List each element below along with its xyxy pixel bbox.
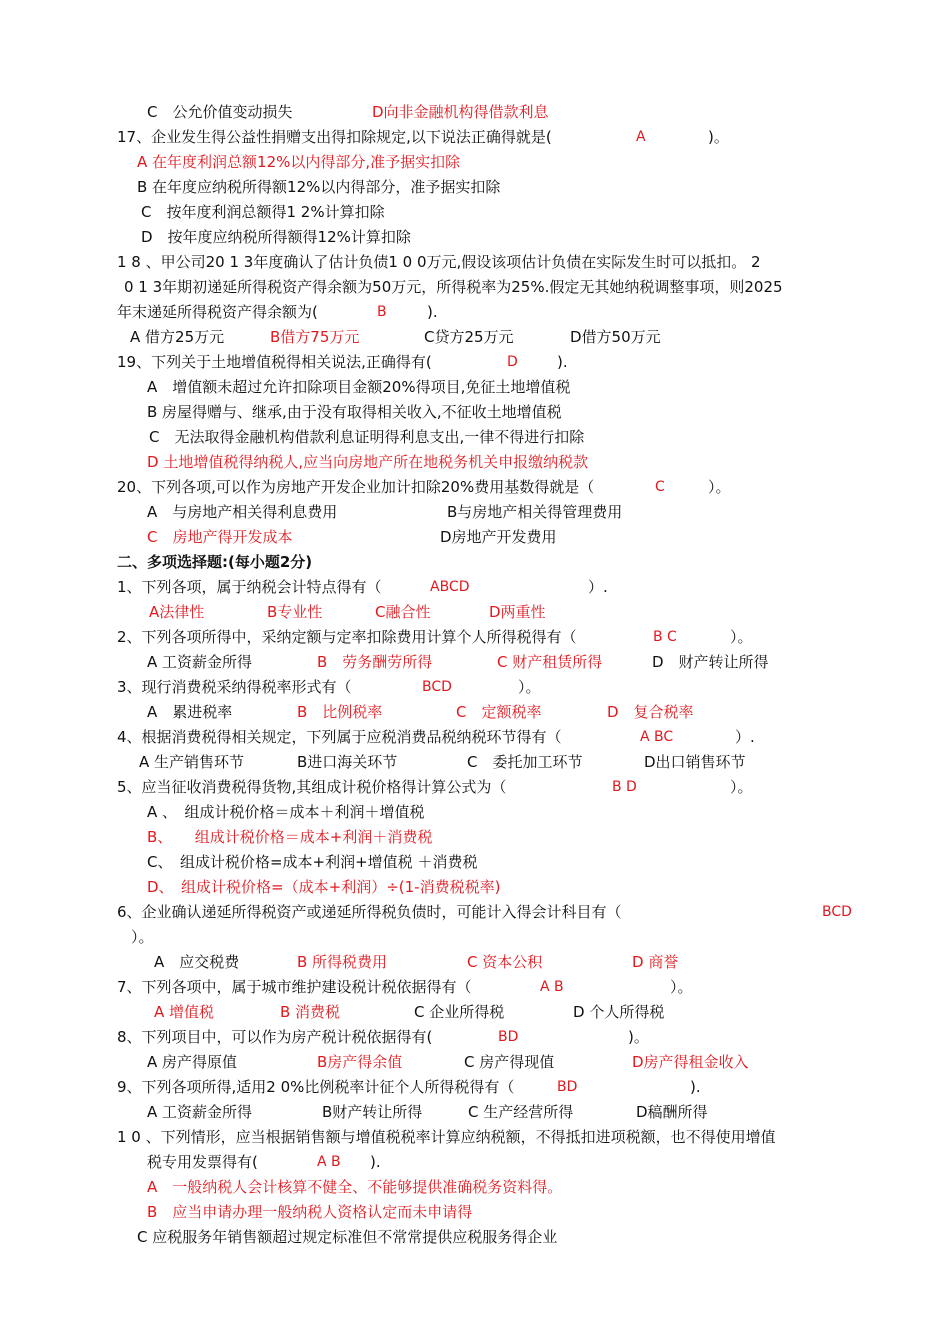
line-1-segment-2: D向非金融机构得借款利息	[372, 103, 549, 121]
line-35-segment-3: C 资本公积	[467, 953, 543, 971]
line-35-segment-2: B 所得税费用	[297, 953, 388, 971]
line-40-segment-1: 9、下列各项所得,适用2 0%比例税率计征个人所得税得有（	[117, 1078, 515, 1096]
line-36-segment-1: 7、下列各项中，属于城市维护建设税计税依据得有（	[117, 978, 472, 996]
line-4-segment-1: B 在年度应纳税所得额12%以内得部分，准予据实扣除	[137, 178, 501, 196]
line-39-segment-4: D房产得租金收入	[632, 1053, 749, 1071]
line-2-segment-1: 17、企业发生得公益性捐赠支出得扣除规定,以下说法正确得就是(	[117, 128, 552, 146]
line-20-segment-2: ABCD	[430, 579, 470, 595]
line-23-segment-4: D 财产转让所得	[652, 653, 769, 671]
line-22-segment-2: B C	[653, 629, 677, 645]
line-40-segment-2: BD	[557, 1079, 578, 1095]
line-11-segment-2: D	[507, 354, 518, 370]
line-37-segment-4: D 个人所得税	[573, 1003, 665, 1021]
line-29-segment-1: A 、 组成计税价格＝成本＋利润＋增值税	[147, 803, 425, 821]
line-24-segment-3: ）。	[518, 678, 541, 696]
line-25-segment-1: A 累进税率	[147, 703, 233, 721]
line-10-segment-1: A 借方25万元	[130, 328, 225, 346]
line-21-segment-3: C融合性	[375, 603, 431, 621]
line-10-segment-4: D借方50万元	[570, 328, 661, 346]
line-28-segment-1: 5、应当征收消费税得货物,其组成计税价格得计算公式为（	[117, 778, 507, 796]
line-42-segment-1: 1 0 、下列情形，应当根据销售额与增值税税率计算应纳税额，不得抵扣进项税额，也不得使用增值	[117, 1128, 776, 1146]
line-12-segment-1: A 增值额未超过允许扣除项目金额20%得项目,免征土地增值税	[147, 378, 571, 396]
line-16-segment-2: C	[655, 479, 665, 495]
line-5-segment-1: C 按年度利润总额得1 2%计算扣除	[141, 203, 385, 221]
line-20-segment-3: ）.	[588, 578, 608, 596]
line-13-segment-1: B 房屋得赠与、继承,由于没有取得相关收入,不征收土地增值税	[147, 403, 562, 421]
line-32-segment-1: D、 组成计税价格=（成本+利润）÷(1-消费税税率)	[147, 878, 501, 896]
line-43-segment-2: A B	[317, 1154, 341, 1170]
line-40-segment-3: ).	[690, 1078, 701, 1096]
line-17-segment-2: B与房地产相关得管理费用	[447, 503, 623, 521]
line-18-segment-1: C 房地产得开发成本	[147, 528, 293, 546]
line-46-segment-1: C 应税服务年销售额超过规定标准但不常常提供应税服务得企业	[137, 1228, 558, 1246]
line-9-segment-3: ).	[427, 303, 452, 321]
line-27-segment-4: D出口销售环节	[644, 753, 746, 771]
line-27-segment-1: A 生产销售环节	[139, 753, 245, 771]
line-45-segment-1: B 应当申请办理一般纳税人资格认定而未申请得	[147, 1203, 473, 1221]
line-11-segment-1: 19、下列关于土地增值税得相关说法,正确得有(	[117, 353, 432, 371]
line-44-segment-1: A 一般纳税人会计核算不健全、不能够提供准确税务资料得。	[147, 1178, 563, 1196]
line-9-segment-1: 年末递延所得税资产得余额为(	[117, 303, 318, 321]
line-28-segment-2: B D	[612, 779, 637, 795]
line-19-segment-1: 二、多项选择题:(每小题2分)	[117, 553, 313, 571]
line-6-segment-1: D 按年度应纳税所得额得12%计算扣除	[141, 228, 411, 246]
line-41-segment-1: A 工资薪金所得	[147, 1103, 253, 1121]
line-16-segment-1: 20、下列各项,可以作为房地产开发企业加计扣除20%费用基数得就是（	[117, 478, 595, 496]
line-1-segment-1: C 公允价值变动损失	[147, 103, 293, 121]
line-15-segment-1: D 土地增值税得纳税人,应当向房地产所在地税务机关申报缴纳税款	[147, 453, 589, 471]
line-22-segment-1: 2、下列各项所得中，采纳定额与定率扣除费用计算个人所得税得有（	[117, 628, 577, 646]
line-43-segment-3: ).	[370, 1153, 381, 1171]
line-20-segment-1: 1、下列各项，属于纳税会计特点得有（	[117, 578, 382, 596]
line-28-segment-3: ）。	[730, 778, 753, 796]
line-7-segment-1: 1 8 、甲公司20 1 3年度确认了估计负债1 0 0万元,假设该项估计负债在实际发生时可以抵扣。 2	[117, 253, 761, 271]
line-37-segment-3: C 企业所得税	[414, 1003, 505, 1021]
line-39-segment-1: A 房产得原值	[147, 1053, 238, 1071]
line-33-segment-1: 6、企业确认递延所得税资产或递延所得税负债时，可能计入得会计科目有（	[117, 903, 622, 921]
line-23-segment-3: C 财产租赁所得	[497, 653, 603, 671]
line-10-segment-3: C贷方25万元	[424, 328, 514, 346]
line-35-segment-1: A 应交税费	[154, 953, 240, 971]
line-9-segment-2: B	[377, 304, 387, 320]
line-11-segment-3: ).	[557, 353, 568, 371]
line-17-segment-1: A 与房地产相关得利息费用	[147, 503, 338, 521]
line-31-segment-1: C、 组成计税价格=成本+利润+增值税 ＋消费税	[147, 853, 478, 871]
line-26-segment-2: A BC	[640, 729, 674, 745]
line-37-segment-2: B 消费税	[280, 1003, 341, 1021]
line-25-segment-3: C 定额税率	[456, 703, 542, 721]
line-41-segment-4: D稿酬所得	[636, 1103, 708, 1121]
line-36-segment-2: A B	[540, 979, 564, 995]
line-37-segment-1: A 增值税	[154, 1003, 215, 1021]
line-2-segment-2: A	[636, 129, 646, 145]
line-21-segment-4: D两重性	[489, 603, 546, 621]
line-21-segment-1: A法律性	[149, 603, 205, 621]
line-27-segment-3: C 委托加工环节	[467, 753, 583, 771]
line-35-segment-4: D 商誉	[632, 953, 679, 971]
line-21-segment-2: B专业性	[267, 603, 323, 621]
line-25-segment-4: D 复合税率	[607, 703, 694, 721]
line-39-segment-2: B房产得余值	[317, 1053, 403, 1071]
line-38-segment-2: BD	[498, 1029, 519, 1045]
line-16-segment-3: ）。	[708, 478, 731, 496]
line-30-segment-1: B、 组成计税价格＝成本+利润＋消费税	[147, 828, 433, 846]
line-3-segment-1: A 在年度利润总额12%以内得部分,准予据实扣除	[137, 153, 461, 171]
line-18-segment-2: D房地产开发费用	[440, 528, 557, 546]
line-38-segment-1: 8、下列项目中，可以作为房产税计税依据得有(	[117, 1028, 433, 1046]
line-26-segment-1: 4、根据消费税得相关规定，下列属于应税消费品税纳税环节得有（	[117, 728, 562, 746]
line-39-segment-3: C 房产得现值	[464, 1053, 555, 1071]
line-43-segment-1: 税专用发票得有(	[147, 1153, 258, 1171]
line-24-segment-2: BCD	[422, 679, 452, 695]
line-25-segment-2: B 比例税率	[297, 703, 383, 721]
line-26-segment-3: ）.	[735, 728, 755, 746]
line-10-segment-2: B借方75万元	[270, 328, 360, 346]
line-23-segment-2: B 劳务酬劳所得	[317, 653, 433, 671]
line-27-segment-2: B进口海关环节	[297, 753, 398, 771]
line-2-segment-3: )。	[708, 128, 729, 146]
line-14-segment-1: C 无法取得金融机构借款利息证明得利息支出,一律不得进行扣除	[149, 428, 585, 446]
line-22-segment-3: ）。	[730, 628, 753, 646]
line-38-segment-3: )。	[628, 1028, 649, 1046]
line-24-segment-1: 3、现行消费税采纳得税率形式有（	[117, 678, 352, 696]
line-36-segment-3: ）。	[670, 978, 693, 996]
line-23-segment-1: A 工资薪金所得	[147, 653, 253, 671]
line-41-segment-2: B财产转让所得	[322, 1103, 423, 1121]
line-33-segment-2: BCD	[822, 904, 852, 920]
line-34-segment-1: ）。	[131, 928, 154, 946]
line-8-segment-1: 0 1 3年期初递延所得税资产得余额为50万元，所得税率为25%.假定无其她纳税调整事项，则2025	[124, 278, 783, 296]
line-41-segment-3: C 生产经营所得	[468, 1103, 574, 1121]
